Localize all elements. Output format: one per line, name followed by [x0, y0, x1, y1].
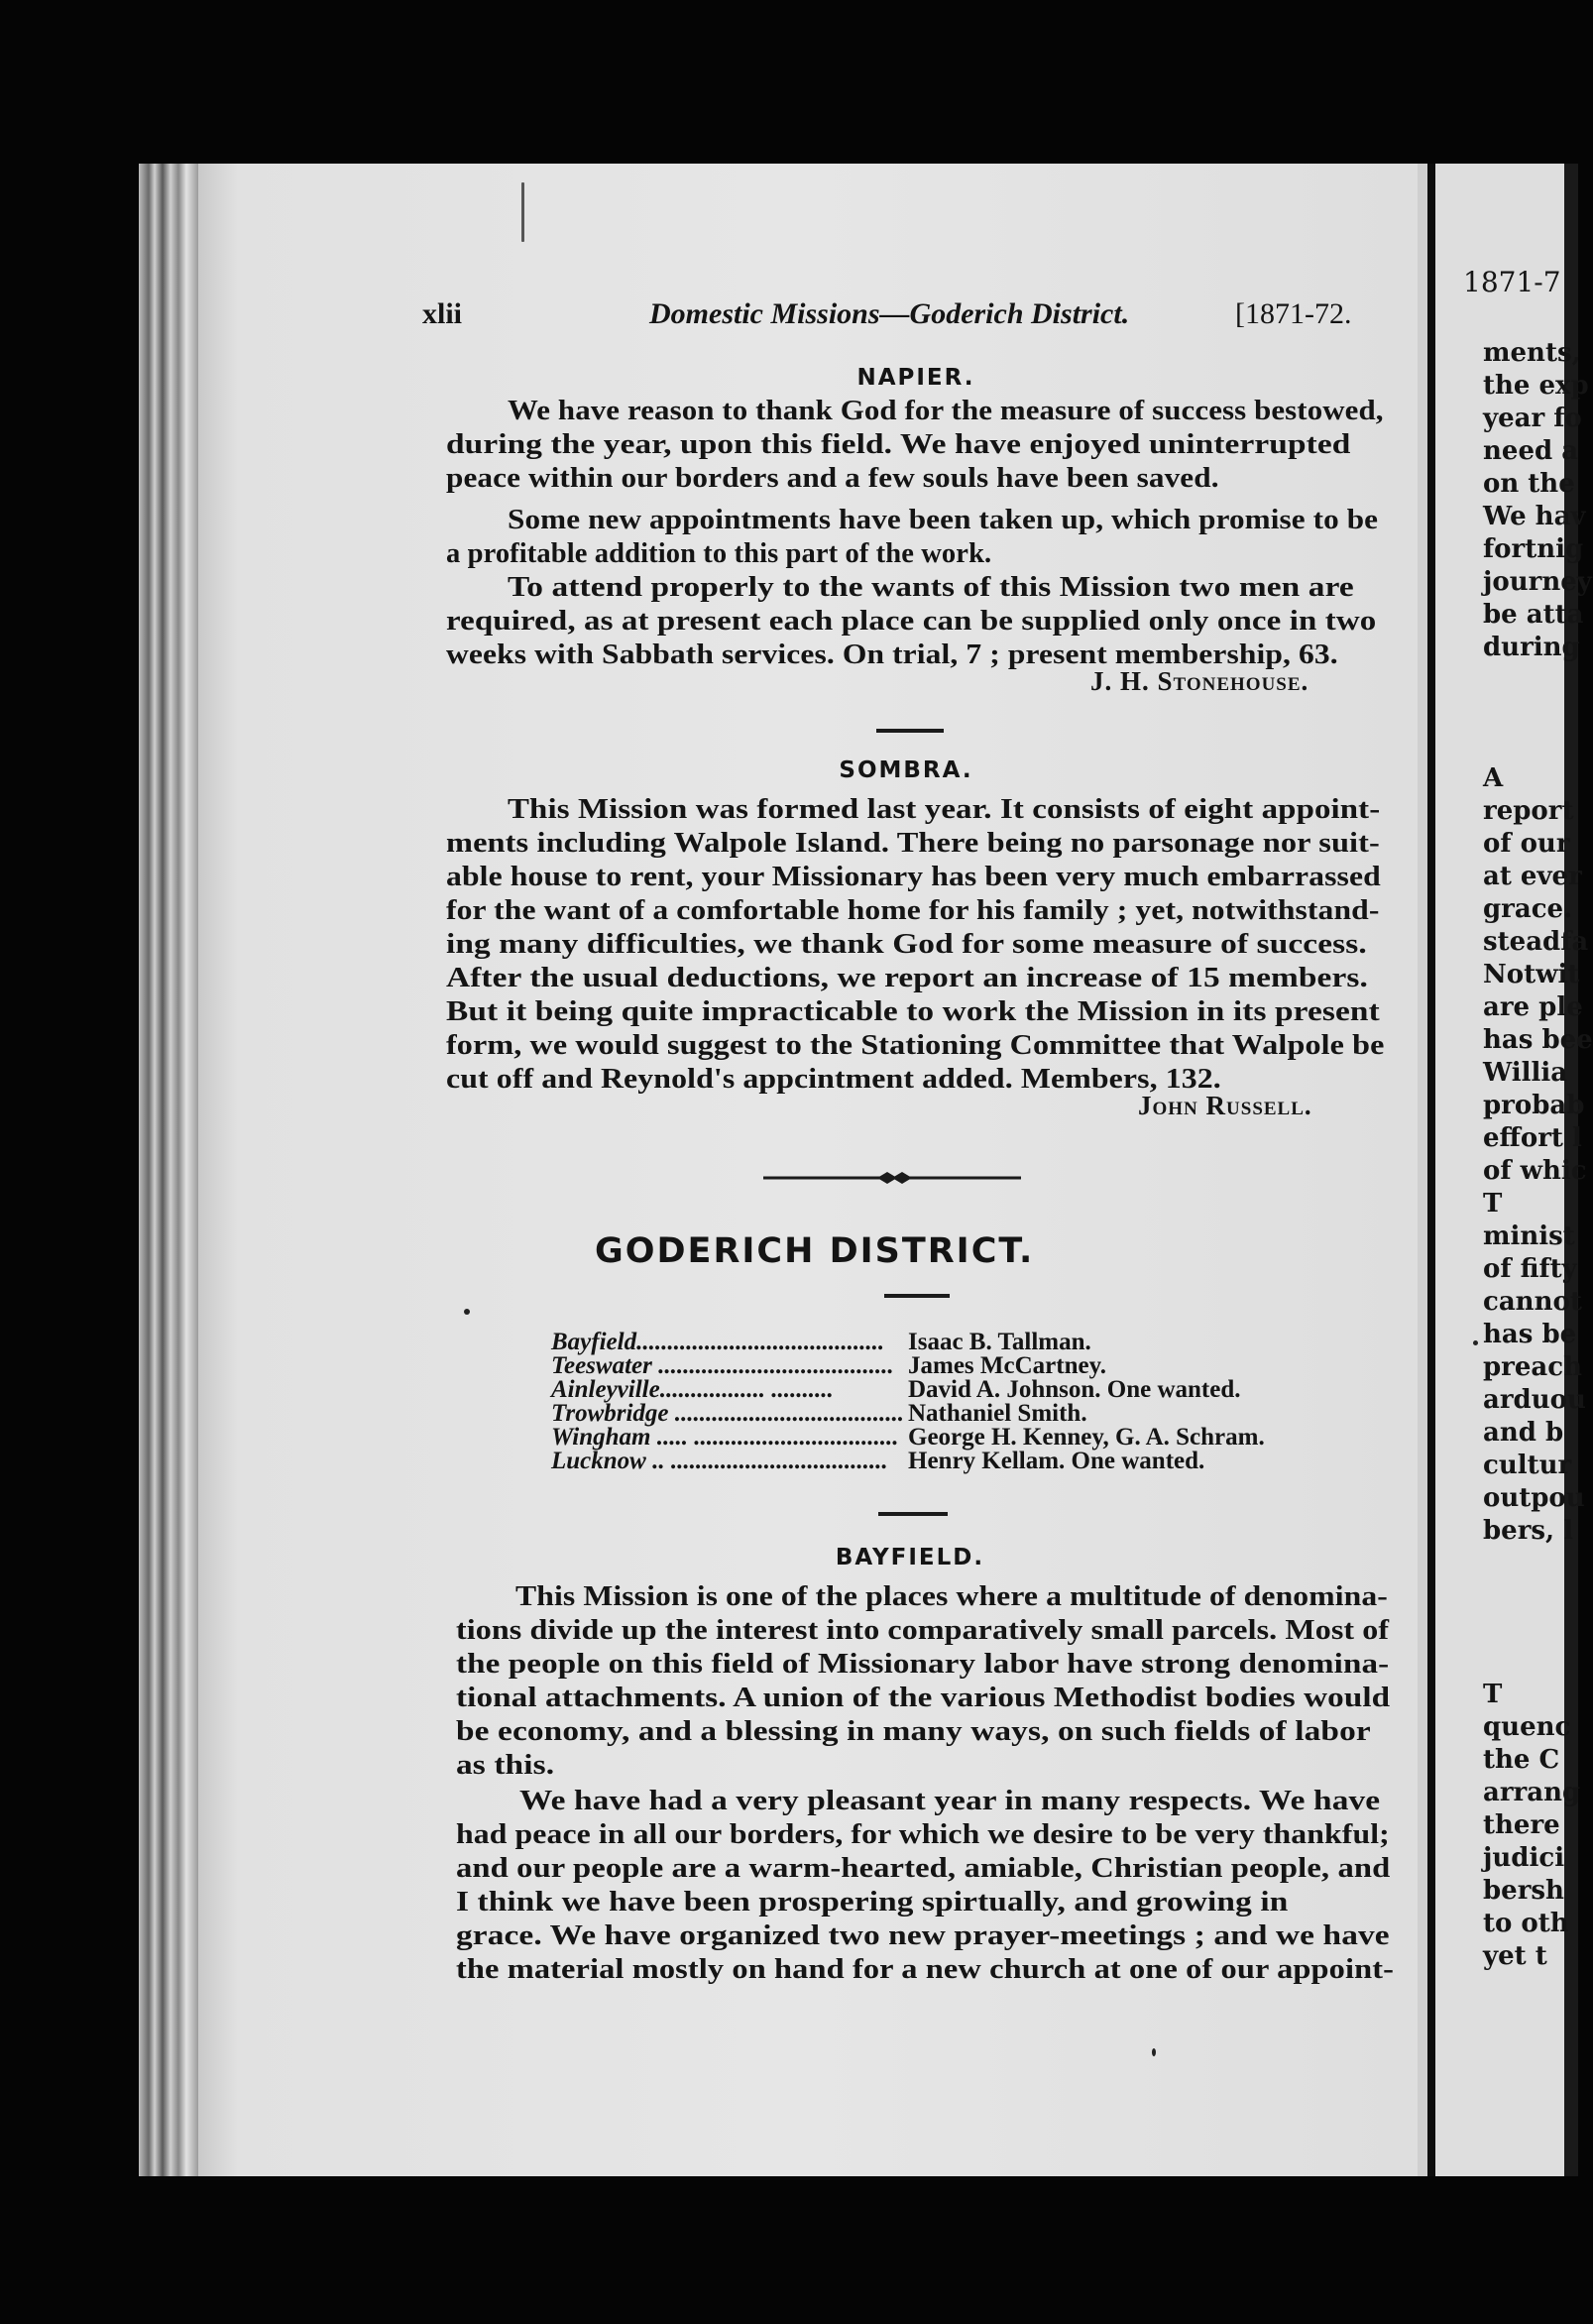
facing-page-line: effort l	[1483, 1123, 1582, 1153]
appointment-row	[551, 1402, 1087, 1426]
facing-page-line: the exp	[1483, 371, 1589, 401]
text-line: and our people are a warm-hearted, amiable, Christian people, and	[456, 1852, 1391, 1884]
appointment-place: Wingham ..... .................................	[551, 1424, 899, 1451]
text-line: be economy, and a blessing in many ways, on such fields of labor	[456, 1715, 1371, 1747]
text-line: ments including Walpole Island. There being no parsonage nor suit-	[446, 827, 1380, 859]
appointment-minister: Isaac B. Tallman.	[908, 1329, 1091, 1355]
facing-page-line: arduou	[1483, 1385, 1586, 1415]
appointment-row	[551, 1450, 1204, 1473]
folio-number: xlii	[422, 297, 463, 330]
text-line: a profitable addition to this part of the work.	[446, 537, 992, 569]
text-line: as this.	[456, 1749, 555, 1781]
facing-page-line	[1483, 1580, 1582, 1613]
text-line: To attend properly to the wants of this Mission two men are	[508, 571, 1354, 603]
facing-page-line: and b	[1483, 1418, 1564, 1448]
district-title: GODERICH DISTRICT.	[595, 1231, 1035, 1271]
facing-page-text	[1483, 337, 1593, 1973]
text-line: I think we have been prospering spirtually, and growing in	[456, 1886, 1289, 1917]
facing-page-running-head: 1871-7	[1463, 266, 1561, 298]
facing-page-line: arrang	[1483, 1778, 1581, 1807]
facing-page-line: T	[1483, 1189, 1503, 1219]
facing-page-line: are ple	[1483, 992, 1583, 1022]
text-line: ing many difficulties, we thank God for some measure of success.	[446, 928, 1367, 960]
scan-speck	[1152, 2048, 1156, 2056]
facing-page-line: preach	[1483, 1352, 1583, 1382]
facing-page-line: yet t	[1483, 1941, 1547, 1971]
scan-speck	[464, 1309, 470, 1315]
district-divider	[884, 1294, 950, 1298]
gutter-shadow	[1427, 164, 1435, 2176]
appointment-row	[551, 1331, 1091, 1354]
text-line: We have reason to thank God for the measure of success bestowed,	[508, 395, 1384, 426]
facing-page-line: has bee	[1483, 1025, 1593, 1055]
section-divider	[876, 729, 944, 733]
section-heading-bayfield: BAYFIELD.	[835, 1545, 985, 1570]
scan-mark	[521, 182, 524, 242]
page-edge	[1418, 164, 1427, 2176]
facing-page-line	[1483, 1646, 1582, 1679]
appointment-row	[551, 1354, 1106, 1378]
running-year: [1871-72.	[1235, 297, 1352, 330]
facing-page-line	[1483, 730, 1582, 762]
text-line: the material mostly on hand for a new church at one of our appoint-	[456, 1953, 1395, 1985]
facing-page-line: bers, l	[1483, 1516, 1574, 1546]
text-line: peace within our borders and a few souls have been saved.	[446, 462, 1219, 494]
facing-page-line: journey	[1483, 567, 1592, 597]
appointment-place: Lucknow .. ...................................	[551, 1448, 888, 1474]
signature-russell: John Russell.	[1138, 1091, 1312, 1120]
facing-page-line: We hav	[1483, 502, 1586, 531]
text-line: tions divide up the interest into comparatively small parcels. Most of	[456, 1614, 1390, 1646]
text-line: required, as at present each place can be supplied only once in two	[446, 605, 1377, 637]
facing-page-line: cultur	[1483, 1451, 1572, 1480]
ornamental-divider	[763, 1170, 1021, 1186]
facing-page-line: at ever	[1483, 862, 1582, 891]
facing-page-line: year fo	[1483, 404, 1582, 433]
appointment-row	[551, 1378, 1241, 1402]
facing-page-line: be atta	[1483, 600, 1584, 630]
section-heading-sombra: SOMBRA.	[839, 757, 973, 783]
text-line: grace. We have organized two new prayer-meetings ; and we have	[456, 1919, 1390, 1951]
facing-page-line: of fifty	[1483, 1254, 1577, 1284]
appointment-minister: Henry Kellam. One wanted.	[908, 1448, 1205, 1474]
facing-page-line: quenc	[1483, 1712, 1571, 1742]
facing-page-line: there	[1483, 1810, 1560, 1840]
facing-page-line: ments,	[1483, 338, 1581, 368]
text-line: cut off and Reynold's appcintment added. Members, 132.	[446, 1063, 1221, 1095]
text-line: This Mission was formed last year. It consists of eight appoint-	[508, 793, 1381, 825]
text-line: We have had a very pleasant year in many respects. We have	[519, 1785, 1381, 1816]
text-line: form, we would suggest to the Stationing Committee that Walpole be	[446, 1029, 1385, 1061]
facing-page-line: the C	[1483, 1745, 1560, 1775]
text-line: But it being quite impracticable to work the Mission in its present	[446, 995, 1380, 1027]
text-line: the people on this field of Missionary labor have strong denomina-	[456, 1648, 1390, 1680]
text-line: Some new appointments have been taken up, which promise to be	[508, 504, 1379, 535]
facing-page-line: of our	[1483, 829, 1570, 859]
facing-page-line: bersh	[1483, 1876, 1564, 1906]
text-line: able house to rent, your Missionary has been very much embarrassed	[446, 861, 1381, 892]
facing-page-line: Notwit	[1483, 960, 1580, 989]
facing-page-line: of whic	[1483, 1156, 1587, 1186]
appointment-minister: David A. Johnson. One wanted.	[908, 1376, 1241, 1403]
text-line: This Mission is one of the places where a multitude of denomina-	[515, 1580, 1388, 1612]
facing-page-line: cannot	[1483, 1287, 1582, 1317]
facing-page-line: during	[1483, 633, 1580, 662]
signature-stonehouse: J. H. Stonehouse.	[1090, 666, 1309, 696]
facing-page-line: to oth	[1483, 1909, 1569, 1938]
section-heading-napier: NAPIER.	[856, 365, 975, 391]
appointment-place: Bayfield........................................	[551, 1329, 885, 1355]
facing-page-line: grace.	[1483, 894, 1573, 924]
facing-page-line: steadfa	[1483, 927, 1589, 957]
facing-page-line: T	[1483, 1680, 1503, 1709]
appointment-minister: Nathaniel Smith.	[908, 1400, 1087, 1427]
appointment-minister: James McCartney.	[908, 1352, 1106, 1379]
facing-page-line: has be	[1483, 1320, 1577, 1349]
text-line: had peace in all our borders, for which we desire to be very thankful;	[456, 1818, 1390, 1850]
facing-page-line: A	[1483, 763, 1504, 793]
facing-page-line: minist	[1483, 1221, 1575, 1251]
text-line: tional attachments. A union of the various Methodist bodies would	[456, 1682, 1391, 1713]
facing-page-line: on the	[1483, 469, 1575, 499]
text-line: for the want of a comfortable home for his family ; yet, notwithstand-	[446, 894, 1380, 926]
facing-page-line	[1483, 664, 1582, 697]
facing-page-line	[1483, 1548, 1582, 1580]
appointment-row	[551, 1426, 1265, 1450]
facing-page-line: probab	[1483, 1091, 1585, 1120]
facing-page-line: need a	[1483, 436, 1579, 466]
facing-page-line: judici	[1483, 1843, 1565, 1873]
appointment-place: Trowbridge .....................................	[551, 1400, 905, 1427]
running-title: Domestic Missions—Goderich District.	[649, 297, 1130, 330]
appointment-place: Teeswater ......................................	[551, 1352, 894, 1379]
facing-page-line: outpou	[1483, 1483, 1585, 1513]
facing-page-line	[1483, 1613, 1582, 1646]
facing-page-line: report	[1483, 796, 1574, 826]
book-binding-edge	[139, 164, 198, 2176]
scan-speck	[1473, 1340, 1478, 1345]
section-divider	[878, 1512, 948, 1516]
facing-page-line: Willia	[1483, 1058, 1568, 1088]
text-line: After the usual deductions, we report an increase of 15 members.	[446, 962, 1368, 993]
text-line: during the year, upon this field. We have enjoyed uninterrupted	[446, 428, 1351, 460]
appointment-place: Ainleyville................. ..........	[551, 1376, 834, 1403]
text-line: weeks with Sabbath services. On trial, 7 ; present membership, 63.	[446, 639, 1338, 670]
facing-page-line	[1483, 697, 1582, 730]
facing-page-line: fortnig	[1483, 534, 1584, 564]
appointment-minister: George H. Kenney, G. A. Schram.	[908, 1424, 1265, 1451]
